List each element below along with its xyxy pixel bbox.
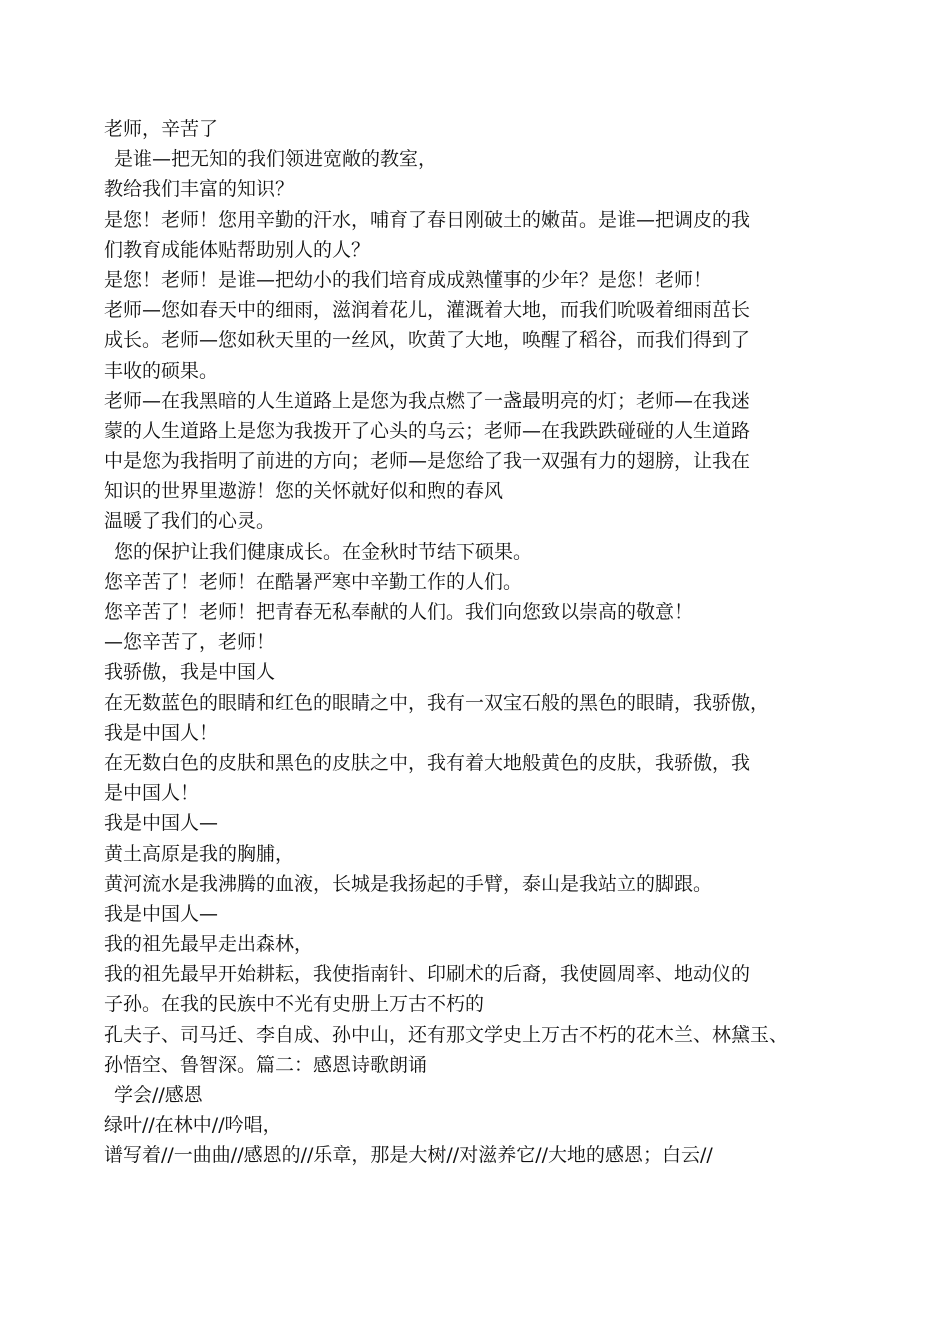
text-line: 我是中国人！ [104, 721, 219, 744]
text-line: 您辛苦了！老师！把青春无私奉献的人们。我们向您致以崇高的敬意！ [104, 601, 694, 623]
text-line: 在无数蓝色的眼睛和红色的眼睛之中，我有一双宝石般的黑色的眼睛，我骄傲， [104, 691, 770, 714]
text-line: 黄河流水是我沸腾的血液，长城是我扬起的手臂，泰山是我站立的脚跟。 [104, 872, 713, 895]
text-line: 老师—在我黑暗的人生道路上是您为我点燃了一盏最明亮的灯；老师—在我迷 [104, 389, 751, 412]
text-line: 中是您为我指明了前进的方向；老师—是您给了我一双强有力的翅膀，让我在 [104, 450, 751, 473]
text-line: 成长。老师—您如秋天里的一丝风，吹黄了大地，唤醒了稻谷，而我们得到了 [104, 329, 751, 352]
text-line: 我骄傲，我是中国人 [104, 661, 276, 684]
text-line: 黄土高原是我的胸脯， [104, 842, 295, 865]
text-line: 孙悟空、鲁智深。篇二：感恩诗歌朗诵 [104, 1053, 428, 1076]
text-line: 我的祖先最早开始耕耘，我使指南针、印刷术的后裔，我使圆周率、地动仪的 [104, 963, 751, 986]
text-line: 蒙的人生道路上是您为我拨开了心头的乌云；老师—在我跌跌碰碰的人生道路 [104, 419, 751, 442]
text-line: 绿叶//在林中//吟唱， [104, 1114, 282, 1137]
text-line: 学会//感恩 [114, 1084, 203, 1106]
text-line: 是中国人！ [104, 782, 200, 805]
text-line: 您的保护让我们健康成长。在金秋时节结下硕果。 [114, 540, 533, 563]
text-line: 我的祖先最早走出森林， [104, 933, 314, 956]
text-line: 我是中国人— [104, 902, 219, 925]
text-line: 子孙。在我的民族中不光有史册上万古不朽的 [104, 993, 485, 1016]
text-line: 是您！老师！您用辛勤的汗水，哺育了春日刚破土的嫩苗。是谁—把调皮的我 [104, 208, 751, 231]
text-line: 丰收的硕果。 [104, 359, 219, 382]
text-line: 是谁—把无知的我们领进宽敞的教室， [114, 148, 438, 171]
text-line: 孔夫子、司马迁、李自成、孙中山，还有那文学史上万古不朽的花木兰、林黛玉、 [104, 1023, 789, 1046]
text-line: 温暖了我们的心灵。 [104, 510, 276, 533]
text-line: —您辛苦了，老师！ [104, 631, 276, 654]
text-line: 们教育成能体贴帮助别人的人？ [104, 238, 371, 261]
text-line: 在无数白色的皮肤和黑色的皮肤之中，我有着大地般黄色的皮肤，我骄傲，我 [104, 751, 751, 774]
document-body [104, 114, 864, 1171]
text-line: 老师—您如春天中的细雨，滋润着花儿，灌溉着大地，而我们吮吸着细雨茁长 [104, 299, 751, 322]
text-line: 您辛苦了！老师！在酷暑严寒中辛勤工作的人们。 [104, 570, 523, 593]
text-line: 我是中国人— [104, 812, 219, 835]
text-line: 老师，辛苦了 [104, 118, 219, 140]
text-line: 知识的世界里遨游！您的关怀就好似和煦的春风 [104, 480, 504, 503]
text-line: 是您！老师！是谁—把幼小的我们培育成成熟懂事的少年？是您！老师！ [104, 268, 713, 291]
text-line: 教给我们丰富的知识？ [104, 178, 295, 201]
text-line: 谱写着//一曲曲//感恩的//乐章，那是大树//对滋养它//大地的感恩；白云// [104, 1144, 713, 1167]
